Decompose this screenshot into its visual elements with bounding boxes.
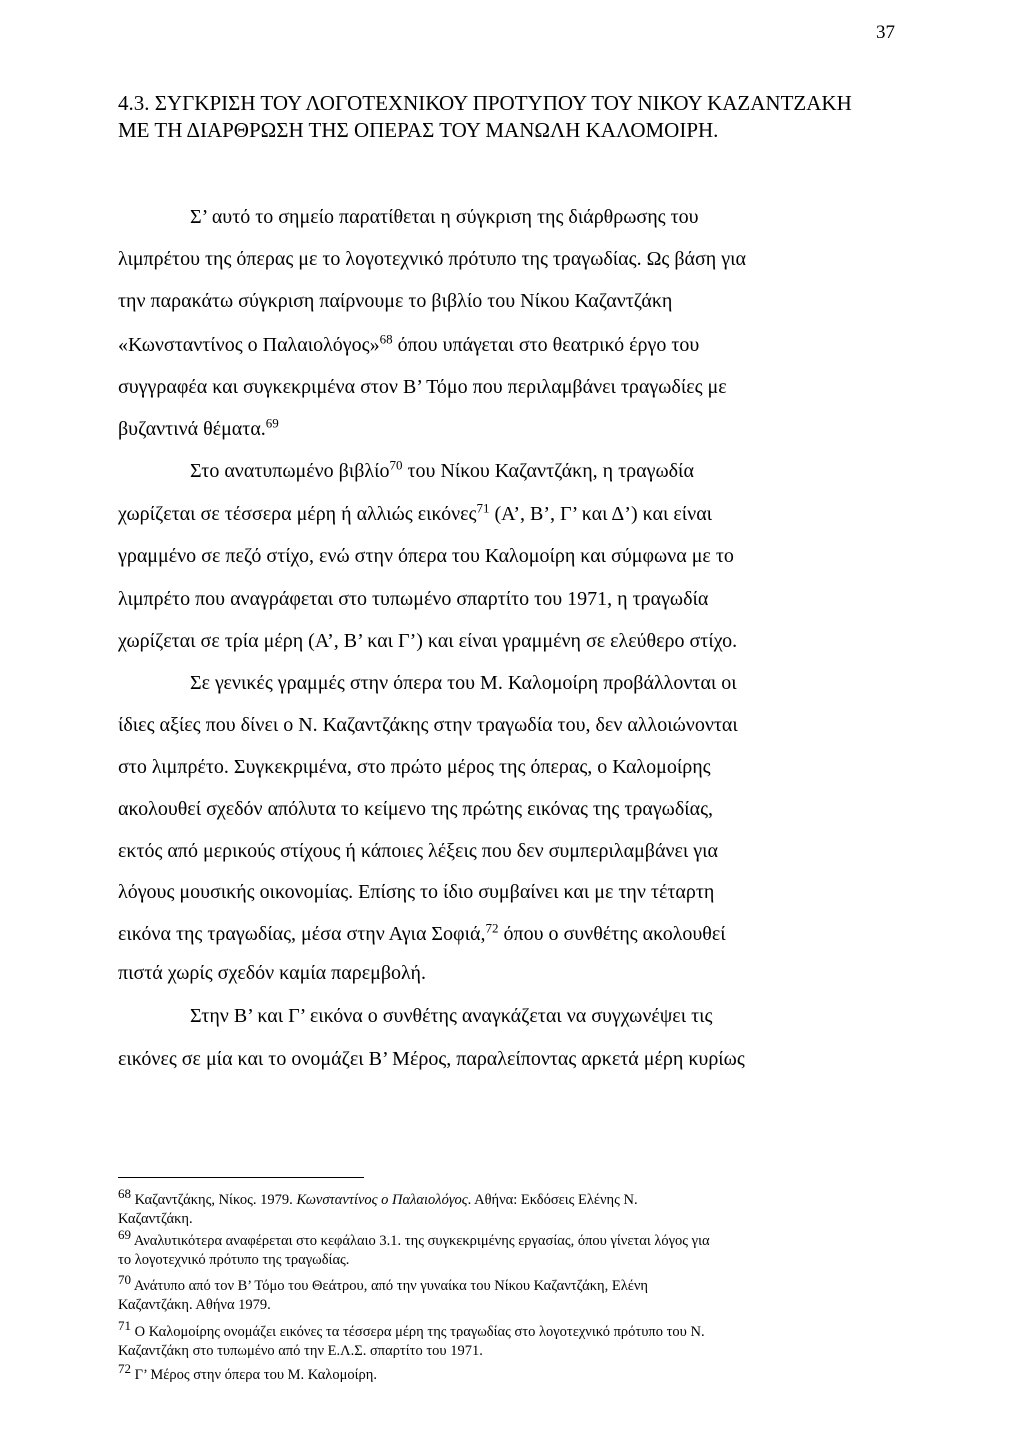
footnote-72	[118, 1361, 888, 1385]
body-line: πιστά χωρίς σχεδόν καμία παρεμβολή.	[118, 962, 426, 984]
footnote-number: 68	[118, 1186, 131, 1202]
body-line	[118, 500, 713, 526]
body-line: χωρίζεται σε τρία μέρη (Α’, Β’ και Γ’) και είναι γραμμένη σε ελεύθερο στίχο.	[118, 630, 738, 652]
footnote-number: 71	[118, 1318, 131, 1334]
body-text: βυζαντινά θέματα.	[118, 418, 266, 440]
footnote-text: το λογοτεχνικό πρότυπο της τραγωδίας.	[118, 1252, 350, 1268]
body-text: (Α’, Β’, Γ’ και Δ’) και είναι	[489, 503, 713, 525]
body-line: την παρακάτω σύγκριση παίρνουμε το βιβλίο του Νίκου Καζαντζάκη	[118, 290, 673, 312]
footnote-ref-68: 68	[379, 331, 393, 347]
body-line	[190, 457, 694, 483]
body-line	[118, 415, 279, 441]
footnote-number: 70	[118, 1272, 131, 1288]
body-text: όπου ο συνθέτης ακολουθεί	[498, 923, 726, 945]
footnote-ref-71: 71	[476, 500, 490, 516]
footnote-text: . Αθήνα: Εκδόσεις Ελένης Ν.	[467, 1192, 638, 1208]
body-line: εικόνες σε μία και το ονομάζει Β’ Μέρος, παραλείποντας αρκετά μέρη κυρίως	[118, 1048, 745, 1070]
body-text: όπου υπάγεται στο θεατρικό έργο του	[392, 334, 700, 356]
footnote-71	[118, 1318, 888, 1361]
footnote-69	[118, 1227, 888, 1270]
body-text: Στο ανατυπωμένο βιβλίο	[190, 460, 390, 482]
footnote-text: Ανάτυπο από τον Β’ Τόμο του Θεάτρου, από την γυναίκα του Νίκου Καζαντζάκη, Ελένη	[131, 1278, 648, 1294]
footnote-text: Καζαντζάκη.	[118, 1211, 193, 1227]
footnote-separator	[118, 1177, 364, 1178]
body-text: χωρίζεται σε τέσσερα μέρη ή αλλιώς εικόνες	[118, 503, 477, 525]
footnote-text: Καζαντζάκης, Νίκος. 1979.	[131, 1192, 297, 1208]
footnote-ref-72: 72	[485, 920, 499, 936]
footnote-number: 72	[118, 1361, 131, 1377]
footnote-italic-title: Κωνσταντίνος ο Παλαιολόγος	[296, 1192, 468, 1208]
body-line: συγγραφέα και συγκεκριμένα στον Β’ Τόμο που περιλαμβάνει τραγωδίες με	[118, 376, 727, 398]
body-line: Σ’ αυτό το σημείο παρατίθεται η σύγκριση της διάρθρωσης του	[190, 206, 699, 228]
footnote-70	[118, 1272, 888, 1315]
page-number: 37	[876, 22, 895, 43]
body-line: ακολουθεί σχεδόν απόλυτα το κείμενο της πρώτης εικόνας της τραγωδίας,	[118, 798, 714, 820]
footnote-text: Ο Καλομοίρης ονομάζει εικόνες τα τέσσερα μέρη της τραγωδίας στο λογοτεχνικό πρότυπο του Ν.	[131, 1324, 705, 1340]
body-line	[118, 331, 700, 357]
body-text: εικόνα της τραγωδίας, μέσα στην Αγια Σοφιά,	[118, 923, 486, 945]
footnote-text: Καζαντζάκη. Αθήνα 1979.	[118, 1297, 271, 1313]
body-line: λόγους μουσικής οικονομίας. Επίσης το ίδιο συμβαίνει και με την τέταρτη	[118, 881, 715, 903]
body-text: του Νίκου Καζαντζάκη, η τραγωδία	[402, 460, 694, 482]
body-line: λιμπρέτο που αναγράφεται στο τυπωμένο σπαρτίτο του 1971, η τραγωδία	[118, 588, 709, 610]
section-heading: 4.3. ΣΥΓΚΡΙΣΗ ΤΟΥ ΛΟΓΟΤΕΧΝΙΚΟΥ ΠΡΟΤΥΠΟΥ ΤΟΥ ΝΙΚΟΥ ΚΑΖΑΝΤΖΑΚΗ ΜΕ ΤΗ ΔΙΑΡΘΡΩΣΗ ΤΗΣ ΟΠΕΡΑΣ ΤΟΥ ΜΑΝΩΛΗ ΚΑΛΟΜΟΙΡΗ.	[118, 91, 852, 142]
footnote-text: Γ’ Μέρος στην όπερα του Μ. Καλομοίρη.	[131, 1367, 377, 1383]
body-line: Σε γενικές γραμμές στην όπερα του Μ. Καλομοίρη προβάλλονται οι	[190, 672, 737, 694]
body-line: λιμπρέτου της όπερας με το λογοτεχνικό πρότυπο της τραγωδίας. Ως βάση για	[118, 248, 746, 270]
footnote-68	[118, 1186, 888, 1229]
body-line	[118, 920, 726, 946]
footnote-ref-70: 70	[389, 457, 403, 473]
footnote-ref-69: 69	[265, 415, 279, 431]
body-line: ίδιες αξίες που δίνει ο Ν. Καζαντζάκης στην τραγωδία του, δεν αλλοιώνονται	[118, 714, 738, 736]
body-line: Στην Β’ και Γ’ εικόνα ο συνθέτης αναγκάζεται να συγχωνέψει τις	[190, 1005, 713, 1027]
footnote-text: Αναλυτικότερα αναφέρεται στο κεφάλαιο 3.1. της συγκεκριμένης εργασίας, όπου γίνεται λόγος για	[131, 1233, 710, 1249]
footnote-number: 69	[118, 1227, 131, 1243]
book-title-text: «Κωνσταντίνος ο Παλαιολόγος»	[118, 334, 380, 356]
body-line: εκτός από μερικούς στίχους ή κάποιες λέξεις που δεν συμπεριλαμβάνει για	[118, 840, 718, 862]
body-line: γραμμένο σε πεζό στίχο, ενώ στην όπερα του Καλομοίρη και σύμφωνα με το	[118, 545, 734, 567]
footnote-text: Καζαντζάκη στο τυπωμένο από την Ε.Λ.Σ. σπαρτίτο του 1971.	[118, 1343, 483, 1359]
body-line: στο λιμπρέτο. Συγκεκριμένα, στο πρώτο μέρος της όπερας, ο Καλομοίρης	[118, 756, 711, 778]
